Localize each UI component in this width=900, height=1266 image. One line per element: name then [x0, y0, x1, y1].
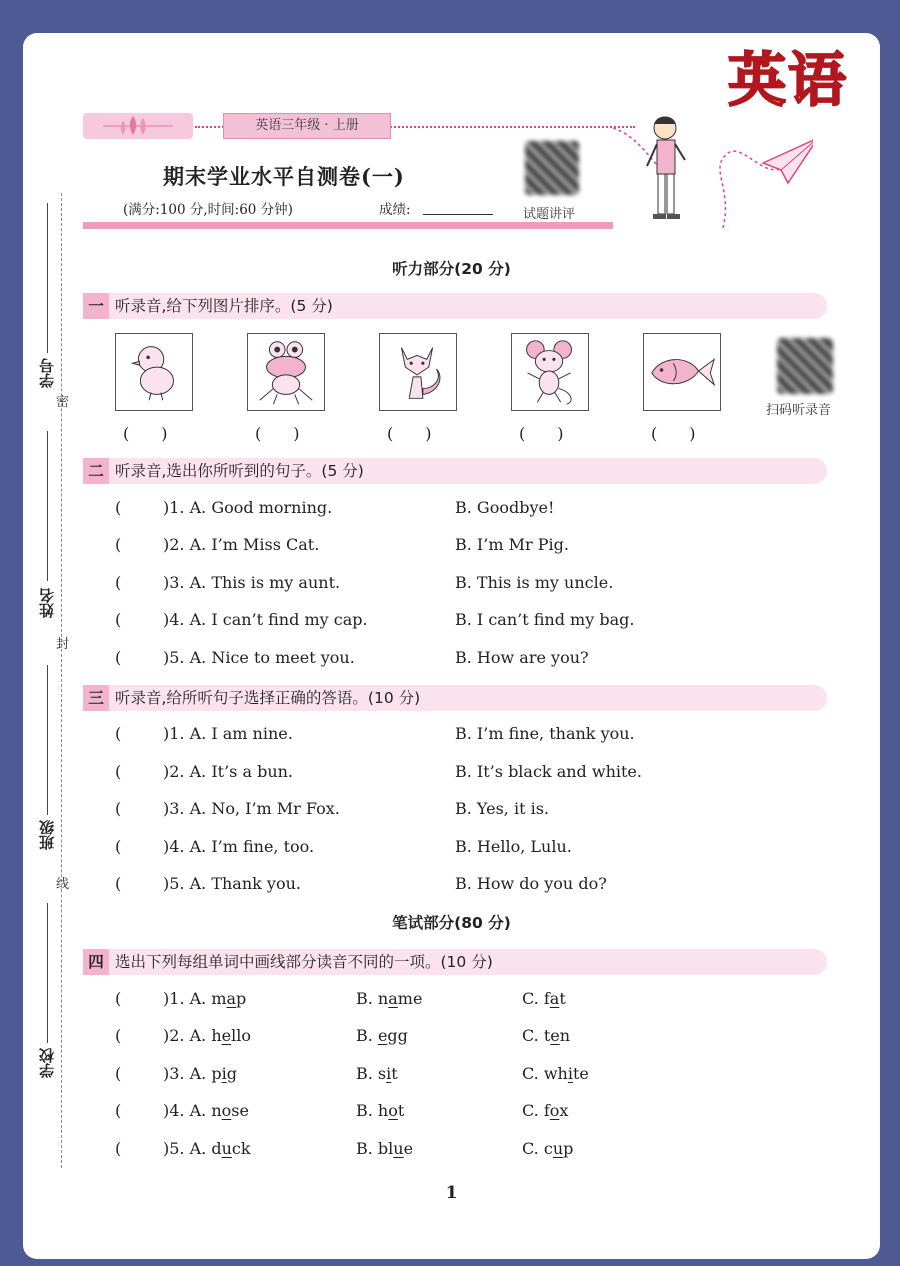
fish-icon [644, 334, 720, 410]
section-2-item-2[interactable]: ( )2. A. I’m Miss Cat. B. I’m Mr Pig. [115, 535, 569, 554]
fish-picture [643, 333, 721, 411]
qr-label-listen: 扫码听录音 [766, 403, 832, 418]
listening-heading: 听力部分(20 分) [392, 260, 511, 278]
section-3-title: 听录音,给所听句子选择正确的答语。(10 分) [115, 689, 421, 707]
section-3-item-2[interactable]: ( )2. A. It’s a bun. B. It’s black and white. [115, 762, 642, 781]
section-4-item-3[interactable]: ( )3. A. pig B. sit C. white [115, 1064, 589, 1083]
mouse-picture [511, 333, 589, 411]
section-2-number: 二 [83, 458, 109, 484]
mouse-icon [512, 334, 588, 410]
exam-meta: (满分:100 分,时间:60 分钟) [123, 202, 293, 218]
section-3-item-1[interactable]: ( )1. A. I am nine. B. I’m fine, thank you. [115, 724, 635, 743]
score-blank [423, 214, 493, 215]
frog-icon [248, 334, 324, 410]
section-1-number: 一 [83, 293, 109, 319]
picture-answer-blank-3[interactable]: ( ) [387, 424, 432, 443]
class-blank[interactable] [47, 665, 48, 815]
section-3-header [83, 685, 827, 711]
seal-mark-1: 密 [56, 395, 70, 410]
section-2-header [83, 458, 827, 484]
section-2-item-4[interactable]: ( )4. A. I can’t find my cap. B. I can’t find my bag. [115, 610, 635, 629]
section-2-item-1[interactable]: ( )1. A. Good morning. B. Goodbye! [115, 498, 555, 517]
seal-mark-2: 封 [56, 637, 70, 652]
picture-answer-blank-1[interactable]: ( ) [123, 424, 168, 443]
school-label: 学校 [38, 1048, 56, 1078]
section-2-title: 听录音,选出你所听到的句子。(5 分) [115, 462, 364, 480]
qr-label-review: 试题讲评 [523, 207, 576, 222]
qr-code-review[interactable] [525, 141, 579, 195]
fox-icon [380, 334, 456, 410]
chick-icon [116, 334, 192, 410]
section-1-header [83, 293, 827, 319]
name-blank[interactable] [47, 431, 48, 581]
fox-picture [379, 333, 457, 411]
seal-mark-3: 线 [56, 877, 70, 892]
section-4-item-1[interactable]: ( )1. A. map B. name C. fat [115, 989, 566, 1008]
section-4-item-2[interactable]: ( )2. A. hello B. egg C. ten [115, 1026, 571, 1045]
frog-picture [247, 333, 325, 411]
section-4-title: 选出下列每组单词中画线部分读音不同的一项。(10 分) [115, 953, 493, 971]
header-decoration [83, 113, 193, 139]
binding-dashed-line [61, 193, 62, 1168]
writing-heading: 笔试部分(80 分) [392, 914, 511, 932]
grade-tag: 英语三年级 · 上册 [223, 113, 391, 139]
exam-page [23, 33, 880, 1259]
student-id-blank[interactable] [47, 203, 48, 353]
school-blank[interactable] [47, 903, 48, 1043]
subject-badge: 英语 [727, 46, 848, 114]
section-3-item-4[interactable]: ( )4. A. I’m fine, too. B. Hello, Lulu. [115, 837, 572, 856]
section-2-item-5[interactable]: ( )5. A. Nice to meet you. B. How are you? [115, 648, 589, 667]
exam-title: 期末学业水平自测卷(一) [163, 164, 405, 189]
section-4-header [83, 949, 827, 975]
class-label: 班级 [38, 820, 56, 850]
section-4-item-5[interactable]: ( )5. A. duck B. blue C. cup [115, 1139, 574, 1158]
score-label: 成绩: [379, 202, 411, 218]
section-1-title: 听录音,给下列图片排序。(5 分) [115, 297, 333, 315]
name-label: 姓名 [38, 588, 56, 618]
section-3-item-3[interactable]: ( )3. A. No, I’m Mr Fox. B. Yes, it is. [115, 799, 549, 818]
page-number: 1 [445, 1183, 458, 1203]
student-id-label: 学号 [38, 358, 56, 388]
picture-answer-blank-5[interactable]: ( ) [651, 424, 696, 443]
picture-answer-blank-4[interactable]: ( ) [519, 424, 564, 443]
section-4-item-4[interactable]: ( )4. A. nose B. hot C. fox [115, 1101, 569, 1120]
chick-picture [115, 333, 193, 411]
section-3-item-5[interactable]: ( )5. A. Thank you. B. How do you do? [115, 874, 607, 893]
section-2-item-3[interactable]: ( )3. A. This is my aunt. B. This is my uncle. [115, 573, 614, 592]
header-bar [83, 222, 613, 229]
section-4-number: 四 [83, 949, 109, 975]
picture-answer-blank-2[interactable]: ( ) [255, 424, 300, 443]
section-3-number: 三 [83, 685, 109, 711]
tree-decoration-icon [83, 113, 193, 139]
student-illustration-icon [613, 108, 813, 258]
qr-code-listen[interactable] [777, 338, 833, 394]
